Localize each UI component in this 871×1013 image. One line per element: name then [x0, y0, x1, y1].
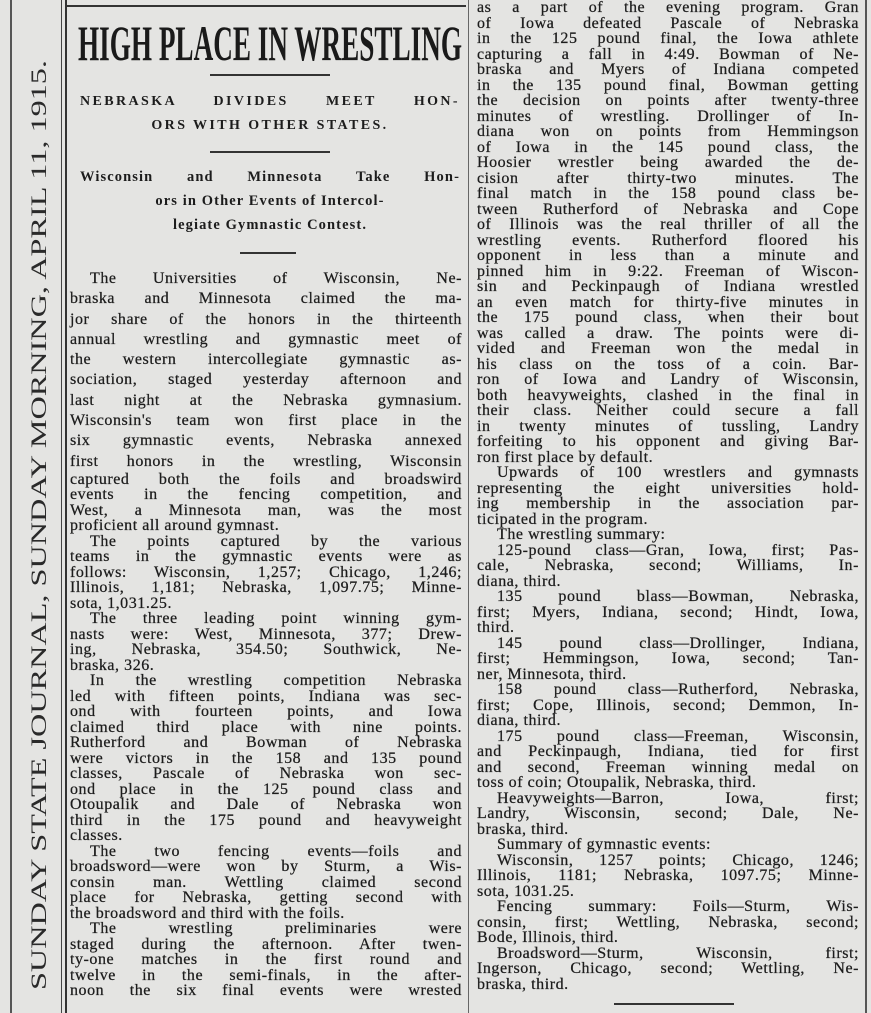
deck-2-line: Wisconsin and Minnesota Take Hon-: [80, 169, 460, 185]
text-line: 158 pound class—Rutherford, Nebraska,: [497, 681, 859, 698]
column-border-right: [865, 0, 867, 1013]
text-line: ron of Iowa and Landry of Wisconsin,: [477, 371, 859, 388]
text-line: Wisconsin, 1257 points; Chicago, 1246;: [497, 851, 859, 869]
text-line: ron first place by default.: [477, 448, 654, 466]
paragraph: [477, 946, 859, 993]
text-line: Wisconsin's team won first place in the: [70, 412, 462, 430]
text-line: of Iowa defeated Pascale of Nebraska: [477, 14, 859, 32]
text-line: ticipated in the program.: [477, 510, 649, 528]
text-line: noon the six final events were wrested: [70, 982, 462, 1000]
text-line: of Iowa in the 145 pound class, the: [477, 138, 859, 156]
deck-2-line: legiate Gymnastic Contest.: [172, 217, 368, 233]
text-line: were victors in the 158 and 135 pound: [70, 749, 462, 767]
text-line: Illinois, 1181; Nebraska, 1097.75; Minne-: [477, 867, 859, 884]
text-line: diana, third.: [477, 712, 562, 729]
text-line: Hoosier wrestler being awarded the de-: [477, 154, 859, 171]
text-line: diana, third.: [477, 572, 562, 590]
paragraph: [477, 0, 859, 465]
article-column-right: [477, 0, 859, 992]
text-line: vided and Freeman won the medal in: [477, 340, 859, 357]
text-line: an even match for thirty-five minutes in: [477, 293, 859, 311]
text-line: place for Nebraska, getting second with: [70, 889, 462, 907]
text-line: the decision on points after twenty-three: [477, 92, 859, 109]
text-line: West, a Minnesota man, was the most: [70, 501, 462, 519]
text-line: in twenty minutes of tussling, Landry: [477, 417, 859, 435]
text-line: opponent in less than a minute and: [477, 247, 859, 264]
text-line: The Universities of Wisconsin, Ne-: [90, 270, 462, 287]
text-line: consin, first; Wettling, Nebraska, second;: [477, 913, 859, 931]
text-line: tween Rutherford of Nebraska and Cope: [477, 200, 859, 218]
text-line: Summary of gymnastic events:: [497, 836, 712, 853]
text-line: in the 135 pound final, Bowman getting: [477, 76, 859, 94]
paragraph: [70, 844, 462, 922]
text-line: braska and Myers of Indiana competed: [477, 61, 859, 78]
text-line: nasts were: West, Minnesota, 377; Drew-: [70, 625, 462, 643]
text-line: final match in the 158 pound class be-: [477, 185, 859, 202]
text-line: ond with fourteen points, and Iowa: [70, 703, 462, 721]
text-line: their class. Neither could secure a fall: [477, 402, 859, 419]
text-line: braska, third.: [477, 820, 569, 838]
paragraph: [70, 611, 462, 673]
text-line: sin and Peckinpaugh of Indiana wrestled: [477, 278, 859, 295]
text-line: last night at the Nebraska gymnasium.: [70, 391, 462, 409]
text-line: wrestling events. Rutherford floored his: [477, 231, 859, 249]
paragraph: [70, 673, 462, 844]
paragraph: [477, 837, 859, 853]
deck-2-line: ors in Other Events of Intercol-: [155, 193, 385, 209]
headline: [76, 12, 464, 68]
text-line: third.: [477, 619, 515, 636]
text-line: minutes of wrestling. Drollinger of In-: [477, 107, 859, 125]
text-line: led with fifteen points, Indiana was sec-: [70, 687, 462, 705]
paragraph: [477, 527, 859, 543]
text-line: classes.: [70, 827, 123, 845]
text-line: 175 pound class—Freeman, Wisconsin,: [497, 727, 859, 745]
text-line: teams in the gymnastic events were as: [70, 548, 462, 566]
text-line: The wrestling summary:: [497, 526, 666, 543]
paragraph: [477, 682, 859, 729]
rule-3: [240, 252, 296, 254]
text-line: sota, 1,031.25.: [70, 594, 173, 612]
text-line: The three leading point winning gym-: [90, 610, 462, 628]
text-line: first honors in the wrestling, Wisconsin: [70, 452, 462, 470]
text-line: forfeiting to his opponent and giving Bar-: [477, 433, 859, 450]
text-line: sota, 1031.25.: [477, 882, 575, 900]
text-line: braska and Minnesota claimed the ma-: [70, 290, 462, 308]
text-line: consin man. Wettling claimed second: [70, 873, 462, 891]
text-line: The points captured by the various: [90, 532, 462, 550]
paragraph: [477, 729, 859, 791]
deck-1-line: ORS WITH OTHER STATES.: [151, 118, 389, 133]
page-edge: [10, 0, 12, 1013]
text-line: braska, third.: [477, 975, 569, 993]
column-divider: [468, 0, 469, 1013]
text-line: ing membership in the association par-: [477, 495, 859, 512]
column-border-left: [61, 0, 62, 1013]
text-line: proficient all around gymnast.: [70, 517, 280, 535]
paragraph: [70, 534, 462, 612]
rule-2: [210, 151, 330, 153]
text-line: captured both the foils and broadswird: [70, 470, 462, 488]
text-line: of Illinois was the real thriller of all the: [477, 216, 859, 233]
article-column-left: [70, 269, 462, 999]
text-line: Bode, Illinois, third.: [477, 929, 619, 946]
text-line: first; Hemmingson, Iowa, second; Tan-: [477, 650, 859, 667]
side-masthead: [14, 0, 58, 1013]
paragraph: [70, 921, 462, 999]
text-line: as a part of the evening program. Gran: [477, 0, 859, 16]
text-line: and second, Freeman winning medal on: [477, 758, 859, 776]
text-line: ty-one matches in the first round and: [70, 951, 462, 969]
headline-text: HIGH PLACE IN WRESTLING: [78, 15, 462, 68]
text-line: 145 pound class—Drollinger, Indiana,: [497, 634, 859, 652]
text-line: the broadsword and third with the foils.: [70, 904, 345, 922]
text-line: and Peckinpaugh, Indiana, tied for first: [477, 743, 859, 760]
text-line: claimed third place with nine points.: [70, 718, 462, 736]
paragraph: [477, 899, 859, 946]
text-line: braska, 326.: [70, 656, 155, 674]
text-line: Fencing summary: Foils—Sturm, Wis-: [497, 898, 859, 915]
text-line: ner, Minnesota, third.: [477, 665, 627, 683]
text-line: his class on the toss of a coin. Bar-: [477, 355, 859, 373]
rule-1: [210, 74, 330, 76]
text-line: Broadsword—Sturm, Wisconsin, first;: [497, 944, 859, 962]
text-line: 125-pound class—Gran, Iowa, first; Pas-: [497, 541, 859, 559]
text-line: was called a draw. The points were di-: [477, 324, 859, 342]
text-line: The two fencing events—foils and: [90, 842, 462, 860]
deck-1-line: NEBRASKA DIVIDES MEET HON-: [80, 94, 460, 109]
text-line: annual wrestling and gymnastic meet of: [70, 330, 462, 348]
text-line: 135 pound blass—Bowman, Nebraska,: [497, 588, 859, 605]
text-line: Otoupalik and Dale of Nebraska won: [70, 796, 462, 814]
text-line: third in the 175 pound and heavyweight: [70, 811, 462, 829]
text-line: ond place in the 125 pound class and: [70, 780, 462, 798]
deck-1: [80, 90, 460, 138]
text-line: first; Myers, Indiana, second; Hindt, Iowa,: [477, 603, 859, 621]
text-line: the 175 pound class, when their bout: [477, 309, 859, 326]
text-line: six gymnastic events, Nebraska annexed: [70, 432, 462, 450]
text-line: twelve in the semi-finals, in the after-: [70, 966, 462, 984]
text-line: events in the fencing competition, and: [70, 486, 462, 504]
text-line: broadsword—were won by Sturm, a Wis-: [70, 858, 462, 876]
text-line: jor share of the honors in the thirteenth: [70, 310, 462, 328]
text-line: first; Cope, Illinois, second; Demmon, In-: [477, 696, 859, 714]
paragraph: [477, 465, 859, 527]
column-border-left-inner: [65, 0, 67, 1013]
text-line: both heavyweights, clashed in the final in: [477, 386, 859, 404]
paragraph: [477, 589, 859, 636]
text-line: in the 125 pound final, the Iowa athlete: [477, 30, 859, 47]
paragraph: [477, 636, 859, 683]
text-line: follows: Wisconsin, 1,257; Chicago, 1,246;: [70, 563, 462, 581]
text-line: Landry, Wisconsin, second; Dale, Ne-: [477, 805, 859, 822]
text-line: cision after thirty-two minutes. The: [477, 169, 859, 187]
text-line: capturing a fall in 4:49. Bowman of Ne-: [477, 45, 859, 63]
text-line: Illinois, 1,181; Nebraska, 1,097.75; Minne-: [70, 579, 462, 597]
deck-2: [80, 165, 460, 237]
text-line: staged during the afternoon. After twen-: [70, 935, 462, 953]
text-line: diana won on points from Hemmingson: [477, 123, 859, 140]
paragraph: [70, 269, 462, 534]
text-line: representing the eight universities hold-: [477, 479, 859, 497]
paragraph: [477, 543, 859, 590]
end-rule: [614, 1003, 734, 1005]
text-line: The wrestling preliminaries were: [90, 920, 462, 938]
text-line: sociation, staged yesterday afternoon and: [70, 371, 462, 389]
side-masthead-text: SUNDAY STATE JOURNAL, SUNDAY MORNING, APRIL 11, 1915.: [26, 355, 51, 990]
text-line: ing, Nebraska, 354.50; Southwick, Ne-: [70, 641, 462, 659]
paragraph: [477, 853, 859, 900]
text-line: Ingerson, Chicago, second; Wettling, Ne-: [477, 960, 859, 977]
text-line: toss of coin; Otoupalik, Nebraska, third.: [477, 774, 757, 791]
text-line: the western intercollegiate gymnastic as-: [70, 351, 462, 369]
text-line: In the wrestling competition Nebraska: [90, 672, 462, 690]
top-rule: [65, 5, 466, 7]
text-line: pinned him in 9:22. Freeman of Wiscon-: [477, 262, 859, 280]
text-line: classes, Pascale of Nebraska won sec-: [70, 765, 462, 783]
text-line: Upwards of 100 wrestlers and gymnasts: [497, 464, 859, 481]
text-line: Rutherford and Bowman of Nebraska: [70, 734, 462, 752]
paragraph: [477, 791, 859, 838]
text-line: Heavyweights—Barron, Iowa, first;: [497, 789, 859, 807]
text-line: cale, Nebraska, second; Williams, In-: [477, 557, 859, 574]
